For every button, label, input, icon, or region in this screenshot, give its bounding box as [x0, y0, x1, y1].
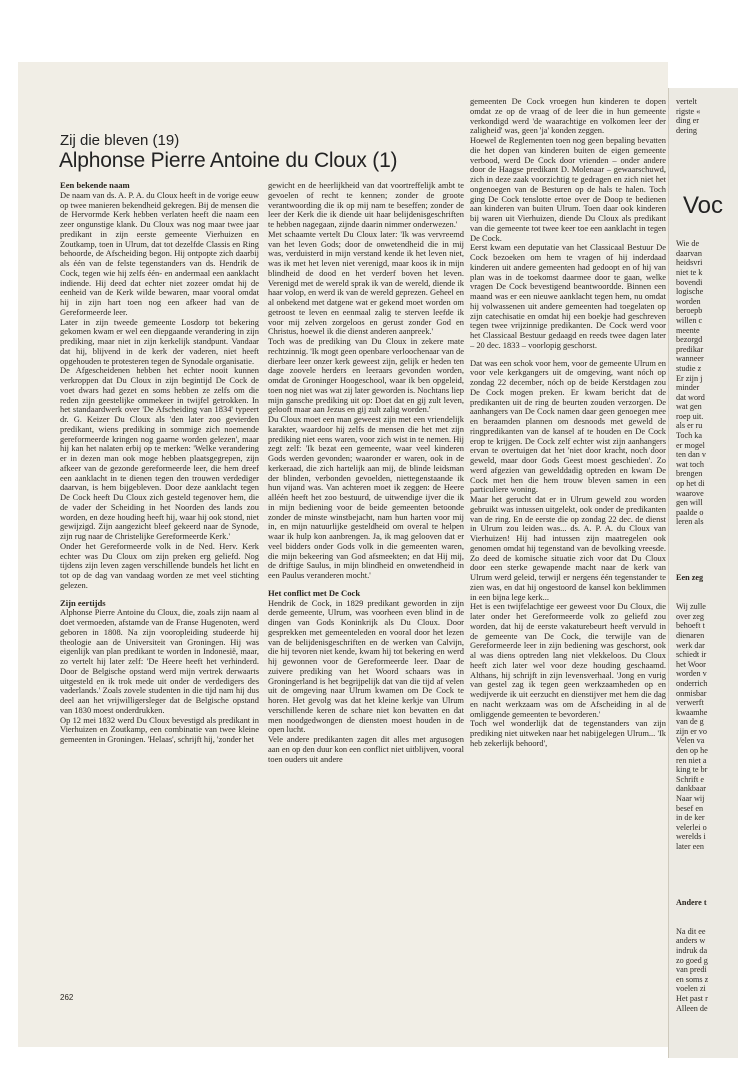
paragraph: Op 12 mei 1832 werd Du Cloux bevestigd als predikant in Vierhuizen en Zoutkamp, een combinatie van twee kleine gemeenten in Groningen. 'Helaas', schrijft hij, 'zonder het — [60, 714, 259, 744]
paragraph: Eerst kwam een deputatie van het Classicaal Bestuur De Cock bezoeken om hem te vragen of hij inderdaad kinderen uit andere gemeenten had gedoopt en of hij van plan was in de toekomst daarmee door te gaan, welke vragen De Cock bevestigend beantwoordde. Binnen een maand was er een nieuwe aanklacht tegen hem, nu omdat hij volwassenen uit andere gemeenten had toegelaten op zijn catechisatie en omdat hij een boekje had geschreven tegen twee vrijzinnige predikanten. De Cock werd voor het Classicaal Bestuur gedaagd en reeds twee dagen later – 20 dec. 1833 – voorlopig geschorst. — [470, 242, 666, 350]
paragraph: Maar het gerucht dat er in Ulrum geweld zou worden gebruikt was intussen uitgelekt, ook onder de predikanten van de ring. En de eerste die op zondag 22 dec. de dienst in Ulrum zou leiden was... ds. A. P. A. du Cloux van Vierhuizen! Hij had intussen zijn maatregelen ook genomen omdat hij tegenstand van de bevolking vreesde. Zo deed de komische situatie zich voor dat Du Cloux door een sterke gewapende macht naar de kerk van Ulrum werd geleid, terwijl er nergens één tegenstander te zien was, en dat hij ongestoord de kansel kon beklimmen in een bijna lege kerk... — [470, 494, 666, 602]
paragraph: Hendrik de Cock, in 1829 predikant geworden in zijn derde gemeente, Ulrum, was voorheen even blind in de dingen van Gods Koninkrijk als Du Cloux. Door gesprekken met gemeenteleden en vooral door het lezen van de belijdenisgeschriften en de werken van Calvijn, die hij tevoren niet kende, kwam hij tot bekering en werd hij gewonnen voor de Gereformeerde leer. Daar de zuivere prediking van het Woord schaars was in Groningerland is het begrijpelijk dat van die tijd af velen uit de omgeving naar Ulrum kwamen om De Cock te horen. Het gevolg was dat het kleine kerkje van Ulrum verschillende keren de schare niet kon bevatten en dat men noodgedwongen de diensten moest houden in de open lucht. — [268, 597, 464, 735]
paragraph: De naam van ds. A. P. A. du Cloux heeft in de vorige eeuw op twee manieren bekendheid gekregen. Bij de mensen die de Hervormde Kerk hebben verlaten heeft die naam een zeer ongunstige klank. Du Cloux was nog maar twee jaar predikant in zijn eerste gemeente Vierhuizen en Zoutkamp, toen in Ulrum, dat tot dezelfde Classis en Ring behoorde, de Afscheiding begon. Hij ontpopte zich daarbij als één van de felste tegenstanders van ds. Hendrik de Cock, tegen wie hij zelfs één- en andermaal een aanklacht indiende. Hij deed dat echter niet zozeer omdat hij de eenheid van de Kerk wilde bewaren, maar vooral omdat hij in zijn hart toen nog een afkeer had van de Gereformeerde leer. — [60, 189, 259, 317]
next-page-heading: Een zeg — [676, 573, 704, 583]
column-3 — [470, 97, 666, 987]
section-heading: Het conflict met De Cock — [268, 587, 361, 598]
paragraph: Hoewel de Reglementen toen nog geen bepaling bevatten die het dopen van kinderen buiten de eigen gemeente verbood, werd De Cock door vrienden – onder andere door de Haagse predikant D. Molenaar – gewaarschuwd, zich in deze zaak voorzichtig te gedragen en zich niet het ongenoegen van de Besturen op de hals te halen. Toch ging De Cock tenslotte ertoe over de Doop te bedienen aan kinderen van buiten Ulrum. Toen daar ook kinderen bij waren uit Vierhuizen, diende Du Cloux als predikant van die gemeente tot twee keer toe een aanklacht in tegen De Cock. — [470, 135, 666, 243]
paragraph: Het is een twijfelachtige eer geweest voor Du Cloux, die later onder het Gereformeerde volk zo geliefd zou worden, dat hij de eerste vakaturebeurt heeft vervuld in de gemeente van De Cock, die terwijle van de Gereformeerde leer in zijn bediening was geschorst, ook al was diens optreden lang niet vlekkeloos. Du Cloux heeft zich later wel voor deze houding geschaamd. Althans, hij schrijft in zijn levensverhaal. 'Jong en vurig van gestel zag ik tegen geen werkzaamheden op en wedijverde ik uit eerzucht en dienstijver met hem die dag en nacht werkzaam was om de Afscheiding in al de omliggende gemeenten te bevorderen.' — [470, 601, 666, 719]
paragraph: Dat was een schok voor hem, voor de gemeente Ulrum en voor vele kerkgangers uit de omgeving, want nóch op zondag 22 december, nóch op de beide Kerstdagen zou De Cock mogen preken. Er kwam bericht dat de predikanten uit de ring de beurten zouden verzorgen. De aanhangers van De Cock namen daar geen genoegen mee en beraamden plannen om desnoods met geweld de ringpredikanten van de kansel af te houden en De Cock erop te krijgen. De Cock zelf echter wist zijn aanhangers ervan te overtuigen dat het 'niet door kracht, noch door geweld, maar door Gods Geest moest geschieden'. Zo werd afgezien van gewelddadig optreden en kwam De Cock met hen die hem trouw bleven samen in een particuliere woning. — [470, 357, 666, 495]
series-kicker: Zij die bleven (19) — [60, 132, 180, 149]
paragraph: gewicht en de heerlijkheid van dat voortreffelijk ambt te gevoelen of recht te kennen; zonder de groote verantwoording die ik op mij nam te beseffen; zonder de leer der Kerk die ik diende uit haar belijdenisgeschriften te hebben nagegaan, zijnde daarin nimmer onderwezen.' — [268, 181, 464, 229]
next-page-title: Voc — [683, 192, 724, 219]
paragraph: Vele andere predikanten zagen dit alles met argusogen aan en op den duur kon een conflict niet uitblijven, vooral toen ouders uit andere — [268, 734, 464, 764]
paragraph: Onder het Gereformeerde volk in de Ned. Herv. Kerk echter was Du Cloux om zijn preken erg geliefd. Nog tijdens zijn leven zagen verschillende bundels het licht en tot op de dag van vandaag worden ze met veel stichting gelezen. — [60, 540, 259, 590]
column-1 — [60, 181, 259, 981]
paragraph: gemeenten De Cock vroegen hun kinderen te dopen omdat ze op de vraag of de leer die in hun gemeente verkondigd werd 'de waarachtige en volkomen leer der zaligheid' was, geen 'ja' konden zeggen. — [470, 97, 666, 136]
next-page-body — [676, 220, 738, 1023]
paragraph: Met schaamte vertelt Du Cloux later: 'Ik was vervreemd van het leven Gods; door de onwetendheid die in mij was, verduisterd in mijn verstand kende ik het leven niet, was ik met het leven niet verenigd, maar koos ik in mijn blindheid de dood en het verderf boven het leven. Verenigd met de wereld sprak ik van de wereld, diende ik haar volop, en werd ik van de wereld geprezen. Geheel en al onbekend met datgene wat er gekend moet worden om getroost te leven en eenmaal zalig te sterven leefde ik voor mij zelven zorgeloos en gerust zonder God en Christus, hoewel ik die dienst anderen aanpreek.' — [268, 228, 464, 337]
paragraph: Alphonse Pierre Antoine du Cloux, die, zoals zijn naam al doet vermoeden, afstamde van de Franse Hugenoten, werd geboren in 1808. Na zijn vooropleiding studeerde hij theologie aan de Universiteit van Groningen. Hij was eigenlijk van plan predikant te worden in Indonesië, maar, zo vertelt hij later zelf: 'De Heere heeft het verhinderd. Door de Belgische opstand werd mijn vertrek derwaarts uitgesteld en ik trok mede uit onder de verdedigers des vaderlands.' Zoals zovele studenten in die tijd nam hij dus deel aan het vrijwilligersleger dat de Belgische opstand van 1830 moest onderdrukken. — [60, 607, 259, 715]
next-page-paragraph: Na dit ee anders w indruk da zo goed g van predi en soms z voelen zi Het past r Alleen de — [676, 926, 709, 1013]
paragraph: Later in zijn tweede gemeente Losdorp tot bekering gekomen kwam er wel een diepgaande verandering in zijn prediking, maar niet in zijn kerkelijk standpunt. Vandaar dat hij, blijvend in de kerk der vaderen, niet heeft opgehouden te protesteren tegen de Synodale organisatie. — [60, 316, 259, 366]
paragraph: De Afgescheidenen hebben het echter nooit kunnen verkroppen dat Du Cloux in zijn begintijd De Cock de voet dwars had gezet en soms hebben ze zelfs om die reden zijn geestelijke ommekeer in twijfel getrokken. In het standaardwerk over 'De Afscheiding van 1834' typeert dr. G. Keizer Du Cloux als 'den later zoo gevierden predikant, wiens prediking in sommige zich noemende gereformeerde kringen nog gaarne worden gelezen', maar hij kan het nalaten erbij op te merken: 'Welke verandering er in dezen man ook moge hebben plaatsgegrepen, zijn afkeer van de gezonde gereformeerde leer, die hem dreef een aanklacht in te dienen tegen den trouwen verdediger daarvan, is hem bijgebleven. Door deze aanklacht tegen De Cock heeft Du Cloux zich gesteld tegenover hem, die de vader der Scheiding in het Noorden des lands zou worden, en deze houding heeft hij, waar hij ook stond, niet gewijzigd. Zijn aangezicht bleef gekeerd naar de Synode, zijn rug naar de Christelijke Gereformeerde Kerk.' — [60, 365, 259, 541]
next-page-top-text: vertelt rigste « ding er dering — [676, 97, 701, 135]
page-number: 262 — [60, 993, 74, 1002]
next-page-heading: Andere t — [676, 897, 707, 907]
article-title: Alphonse Pierre Antoine du Cloux (1) — [59, 149, 398, 172]
section-heading: Een bekende naam — [60, 181, 130, 190]
paragraph: Toch wel wonderlijk dat de tegenstanders van zijn prediking niet uitweken naar het nabijgelegen Ulrum... 'Ik heb zekerlijk behoord', — [470, 718, 666, 748]
section-heading: Zijn eertijds — [60, 597, 106, 608]
column-2 — [268, 181, 464, 981]
paragraph: Toch was de prediking van Du Cloux in zekere mate rechtzinnig. 'Ik mogt geen openbare verloochenaar van de dierbare leer onzer kerk geweest zijn, gelijk er heden ten dage zoovele herders en leeraars gevonden worden, omdat de Groninger Hoogeschool, waar ik ben opgeleid, toen nog niet was wat zij later geworden is. Nochtans liep mijn gansche prediking uit op: Doet dat en gij zult leven, gelooft maar aan Jezus en gij zult zalig worden.' — [268, 336, 464, 415]
next-page-paragraph: Wie de daarvan heidsvri niet te k bovendi logische worden beroepb willen c meente bezorgd predikar wanneer studie z Er zijn j minder dat word wat gen roep uit. als er ru Toch ka er mogel ten dan v wat toch brengen op het di waarove gen will paalde o leren als — [676, 239, 707, 527]
next-page-paragraph: Wij zulle over zeg behoeft t dienaren werk dar schiedt ir het Woor worden v onderrich onmisbar verwerft kwaamhe van de g zijn er vo Velen va den op he ren niet a king te br Schrift e dankbaar Naar wij besef en in de ker velerlei o werelds i later een — [676, 602, 708, 851]
paragraph: Du Cloux moet een man geweest zijn met een vriendelijk karakter, waardoor hij zelfs de mensen die het met zijn prediking niet eens waren, voor zich wist in te nemen. Hij zegt zelf: 'Ik bezat een gemeente, waar veel kinderen Gods werden gevonden; waaronder er waren, ook in de kerkeraad, die zich hartelijk aan mij, de blinde leidsman der blinden, verbonden gevoelden, niettegenstaande ik hun vijand was. Van achteren moet ik zeggen: de Heere alléén heeft het zoo bestuurd, de uitwendige ijver die ik in mijn bediening voor de beide gemeenten betoonde zonder de minste winstbejacht, nam hun harten voor mij in, en mijn natuurlijke gesteldheid om overal te helpen waar ik hulp kon aanbrengen. Ja, ik mag gelooven dat er veel bidders onder Gods volk in die gemeenten waren, die mijn bekeering van God afsmeekten; en dat Hij mij, de driftige Saulus, in mijn blindheid en onwetendheid in een Paulus veranderen mocht.' — [268, 414, 464, 580]
